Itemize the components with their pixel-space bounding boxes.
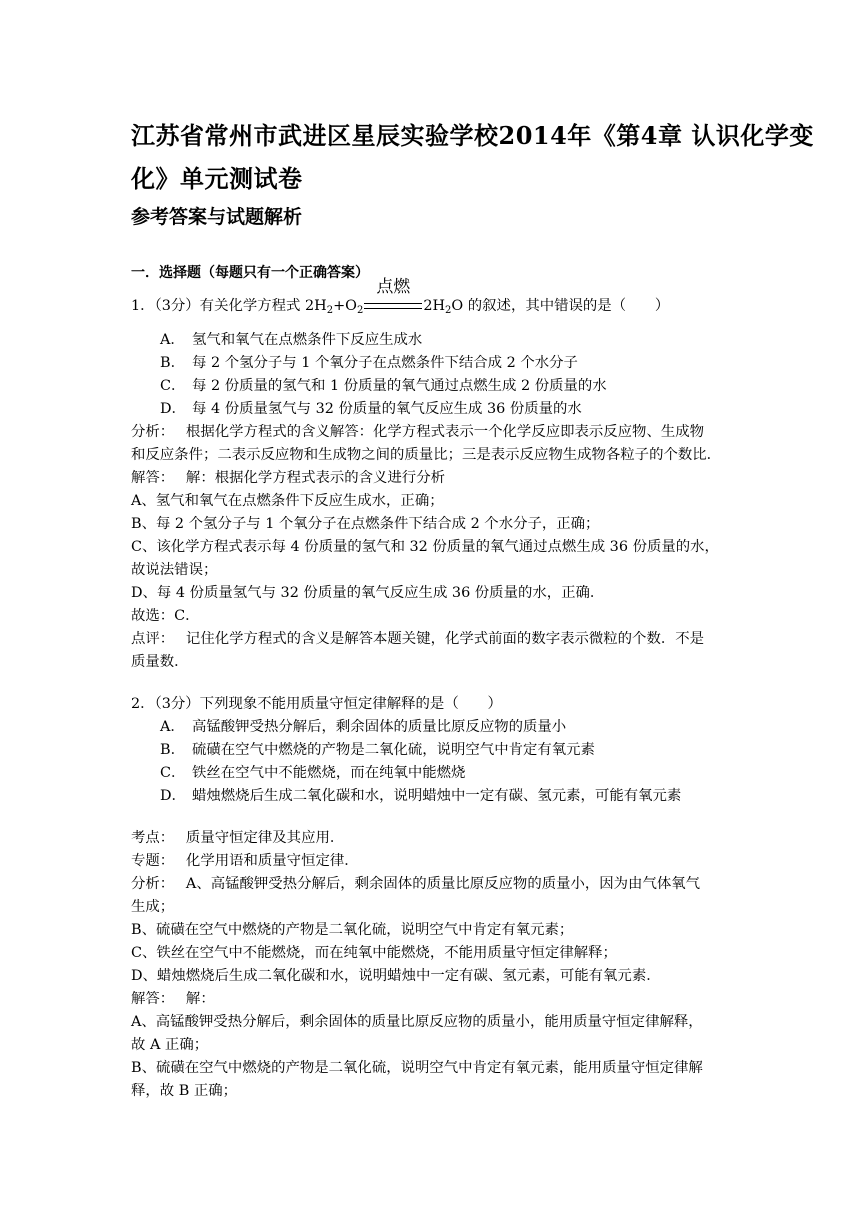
q2-option-b [160, 740, 595, 760]
q1-answer-line: C、该化学方程式表示每 4 份质量的氢气和 32 份质量的氧气通过点燃生成 36 份质量的水， [131, 539, 719, 555]
equation-double-bar [364, 303, 422, 309]
option-letter: D． [160, 788, 186, 804]
option-letter: B． [160, 355, 185, 371]
q2-answer-line: 解答： 解： [131, 991, 215, 1007]
option-letter: D． [160, 401, 186, 417]
document-subtitle: 参考答案与试题解析 [131, 206, 303, 228]
q1-answer-line: D、每 4 份质量氢气与 32 份质量的氧气反应生成 36 份质量的水，正确． [131, 585, 605, 601]
q2-analysis-line: C、铁丝在空气中不能燃烧，而在纯氧中能燃烧，不能用质量守恒定律解释； [131, 945, 617, 961]
q1-answer-line: B、每 2 个氢分子与 1 个氧分子在点燃条件下结合成 2 个水分子，正确； [131, 516, 600, 532]
q1-product: 2H [423, 298, 446, 314]
option-letter: B． [160, 742, 185, 758]
option-letter: C． [160, 378, 186, 394]
option-text: 高锰酸钾受热分解后，剩余固体的质量比原反应物的质量小 [192, 719, 567, 735]
q2-subject-line: 专题： 化学用语和质量守恒定律． [131, 853, 359, 869]
reaction-condition [363, 277, 423, 316]
q1-answer-line: 解答： 解：根据化学方程式表示的含义进行分析 [131, 470, 445, 486]
q1-sub-h2o: 2 [445, 305, 452, 316]
option-letter: A． [160, 332, 185, 348]
option-text: 每 2 个氢分子与 1 个氧分子在点燃条件下结合成 2 个水分子 [192, 355, 578, 371]
q1-option-c [160, 376, 607, 396]
q1-comment-line: 点评： 记住化学方程式的含义是解答本题关键，化学式前面的数字表示微粒的个数．不是 [131, 631, 705, 647]
q2-answer-line: A、高锰酸钾受热分解后，剩余固体的质量比原反应物的质量小，能用质量守恒定律解释， [131, 1014, 703, 1030]
q1-option-a [160, 330, 422, 350]
option-text: 氢气和氧气在点燃条件下反应生成水 [192, 332, 423, 348]
question-1-stem [131, 277, 670, 316]
q1-answer-line: 故说法错误； [131, 562, 218, 578]
q1-prefix: 1．（3分）有关化学方程式 2H [131, 298, 327, 314]
q2-answer-line: 故 A 正确； [131, 1037, 209, 1053]
q1-suffix: O 的叙述，其中错误的是（ ） [451, 298, 670, 314]
q1-choice-line: 故选：C． [131, 608, 200, 624]
q2-analysis-line: D、蜡烛燃烧后生成二氧化碳和水，说明蜡烛中一定有碳、氢元素，可能有氧元素． [131, 968, 661, 984]
q1-plus-o: +O [333, 298, 357, 314]
q2-topic-line: 考点： 质量守恒定律及其应用． [131, 830, 345, 846]
q1-sub-o2: 2 [356, 305, 364, 316]
q1-answer-line: A、氢气和氧气在点燃条件下反应生成水，正确； [131, 493, 444, 509]
option-letter: A． [160, 719, 185, 735]
question-2-stem: 2．（3分）下列现象不能用质量守恒定律解释的是（ ） [131, 696, 502, 712]
q2-answer-line: 释，故 B 正确； [131, 1083, 238, 1099]
q1-option-b [160, 353, 578, 373]
option-letter: C． [160, 765, 186, 781]
q2-option-d [160, 786, 681, 806]
option-text: 硫磺在空气中燃烧的产物是二氧化硫，说明空气中肯定有氧元素 [192, 742, 595, 758]
option-text: 铁丝在空气中不能燃烧，而在纯氧中能燃烧 [192, 765, 466, 781]
q2-analysis-line: 分析： A、高锰酸钾受热分解后，剩余固体的质量比原反应物的质量小，因为由气体氧气 [131, 876, 701, 892]
q1-option-d [160, 399, 582, 419]
q2-option-a [160, 717, 566, 737]
option-text: 蜡烛燃烧后生成二氧化碳和水，说明蜡烛中一定有碳、氢元素，可能有氧元素 [192, 788, 682, 804]
section-heading: 一．选择题（每题只有一个正确答案） [131, 265, 369, 281]
document-title-line1: 江苏省常州市武进区星辰实验学校2014年《第4章 认识化学变 [131, 121, 814, 150]
q1-analysis-line: 和反应条件；二表示反应物和生成物之间的质量比；三是表示反应物生成物各粒子的个数比． [131, 447, 722, 463]
q2-option-c [160, 763, 465, 783]
option-text: 每 2 份质量的氢气和 1 份质量的氧气通过点燃生成 2 份质量的水 [192, 378, 607, 394]
q1-sub-h2: 2 [326, 305, 334, 316]
q2-analysis-line: 生成； [131, 899, 175, 915]
q2-answer-line: B、硫磺在空气中燃烧的产物是二氧化硫，说明空气中肯定有氧元素，能用质量守恒定律解 [131, 1060, 703, 1076]
q1-analysis-line: 分析： 根据化学方程式的含义解答：化学方程式表示一个化学反应即表示反应物、生成物 [131, 424, 705, 440]
option-text: 每 4 份质量氢气与 32 份质量的氧气反应生成 36 份质量的水 [192, 401, 582, 417]
q2-analysis-line: B、硫磺在空气中燃烧的产物是二氧化硫，说明空气中肯定有氧元素； [131, 922, 574, 938]
condition-label: 点燃 [376, 277, 411, 297]
q1-comment-line: 质量数． [131, 654, 189, 670]
document-title-line2: 化》单元测试卷 [131, 164, 303, 193]
